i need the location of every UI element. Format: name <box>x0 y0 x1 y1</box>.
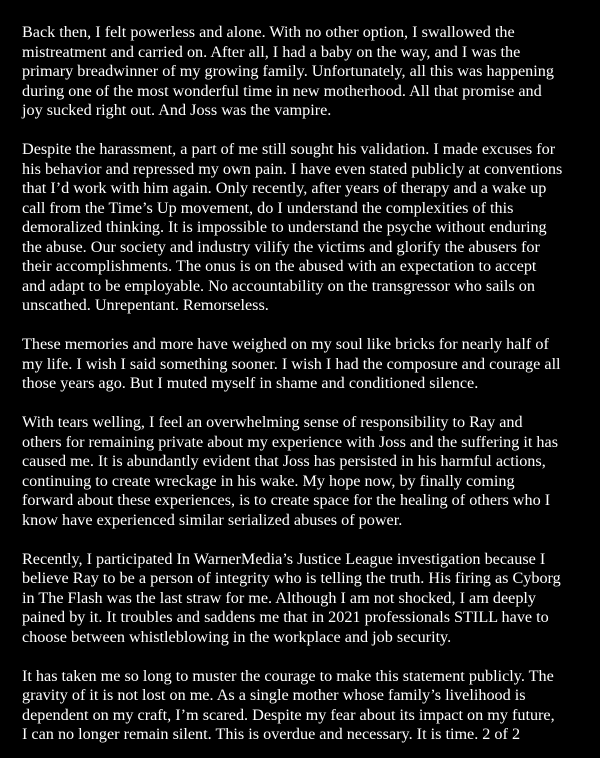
text-line: and adapt to be employable. No accountability on the transgressor who sails on <box>22 276 535 295</box>
final-line <box>22 725 580 745</box>
text-line: their accomplishments. The onus is on the abused with an expectation to accept <box>22 257 537 275</box>
text-line: I can no longer remain silent. This is overdue and necessary. It is time. <box>22 725 479 743</box>
text-line: call from the Time’s Up movement, do I understand the complexities of this <box>22 198 514 217</box>
text-line: dependent on my craft, I’m scared. Despite my fear about its impact on my future, <box>22 705 555 724</box>
paragraph-3 <box>22 335 580 394</box>
text-line: those years ago. But I muted myself in shame and conditioned silence. <box>22 374 479 392</box>
paragraph-5 <box>22 550 580 648</box>
text-line: primary breadwinner of my growing family. Unfortunately, all this was happening <box>22 62 554 80</box>
text-line: pained by it. It troubles and saddens me that in 2021 professionals STILL have to <box>22 608 549 626</box>
text-line: believe Ray to be a person of integrity who is telling the truth. His firing as Cyborg <box>22 569 561 587</box>
text-line: my life. I wish I said something sooner. I wish I had the composure and courage all <box>22 354 561 373</box>
text-line: others for remaining private about my experience with Joss and the suffering it has <box>22 432 558 451</box>
text-line: that I’d work with him again. Only recently, after years of therapy and a wake up <box>22 179 547 197</box>
paragraph-2 <box>22 140 580 316</box>
text-line: forward about these experiences, is to create space for the healing of others who I <box>22 491 551 509</box>
text-line: It has taken me so long to muster the courage to make this statement publicly. The <box>22 666 554 685</box>
paragraph-1 <box>22 23 580 121</box>
text-line: unscathed. Unrepentant. Remorseless. <box>22 296 269 314</box>
text-line: his behavior and repressed my own pain. I have even stated publicly at conventions <box>22 159 563 178</box>
text-line: caused me. It is abundantly evident that Joss has persisted in his harmful actions, <box>22 452 546 470</box>
text-line: demoralized thinking. It is impossible to understand the psyche without enduring <box>22 218 547 236</box>
text-line: during one of the most wonderful time in new motherhood. All that promise and <box>22 81 542 100</box>
page-indicator: 2 of 2 <box>482 725 521 743</box>
text-line: gravity of it is not lost on me. As a single mother whose family’s livelihood is <box>22 686 526 704</box>
text-line: the abuse. Our society and industry vilify the victims and glorify the abusers for <box>22 237 540 256</box>
text-line: choose between whistleblowing in the workplace and job security. <box>22 627 452 646</box>
text-line: continuing to create wreckage in his wake. My hope now, by finally coming <box>22 471 515 490</box>
text-line: Recently, I participated In WarnerMedia’s Justice League investigation because I <box>22 549 546 568</box>
text-line: With tears welling, I feel an overwhelming sense of responsibility to Ray and <box>22 413 523 431</box>
text-line: Back then, I felt powerless and alone. With no other option, I swallowed the <box>22 23 515 41</box>
paragraph-6 <box>22 667 580 745</box>
text-line: These memories and more have weighed on my soul like bricks for nearly half of <box>22 335 549 353</box>
text-line: in The Flash was the last straw for me. Although I am not shocked, I am deeply <box>22 588 536 607</box>
text-line: know have experienced similar serialized abuses of power. <box>22 510 403 529</box>
text-line: mistreatment and carried on. After all, I had a baby on the way, and I was the <box>22 42 521 61</box>
text-line: Despite the harassment, a part of me still sought his validation. I made excuses for <box>22 140 556 158</box>
paragraph-4 <box>22 413 580 530</box>
text-line: joy sucked right out. And Joss was the vampire. <box>22 101 332 119</box>
